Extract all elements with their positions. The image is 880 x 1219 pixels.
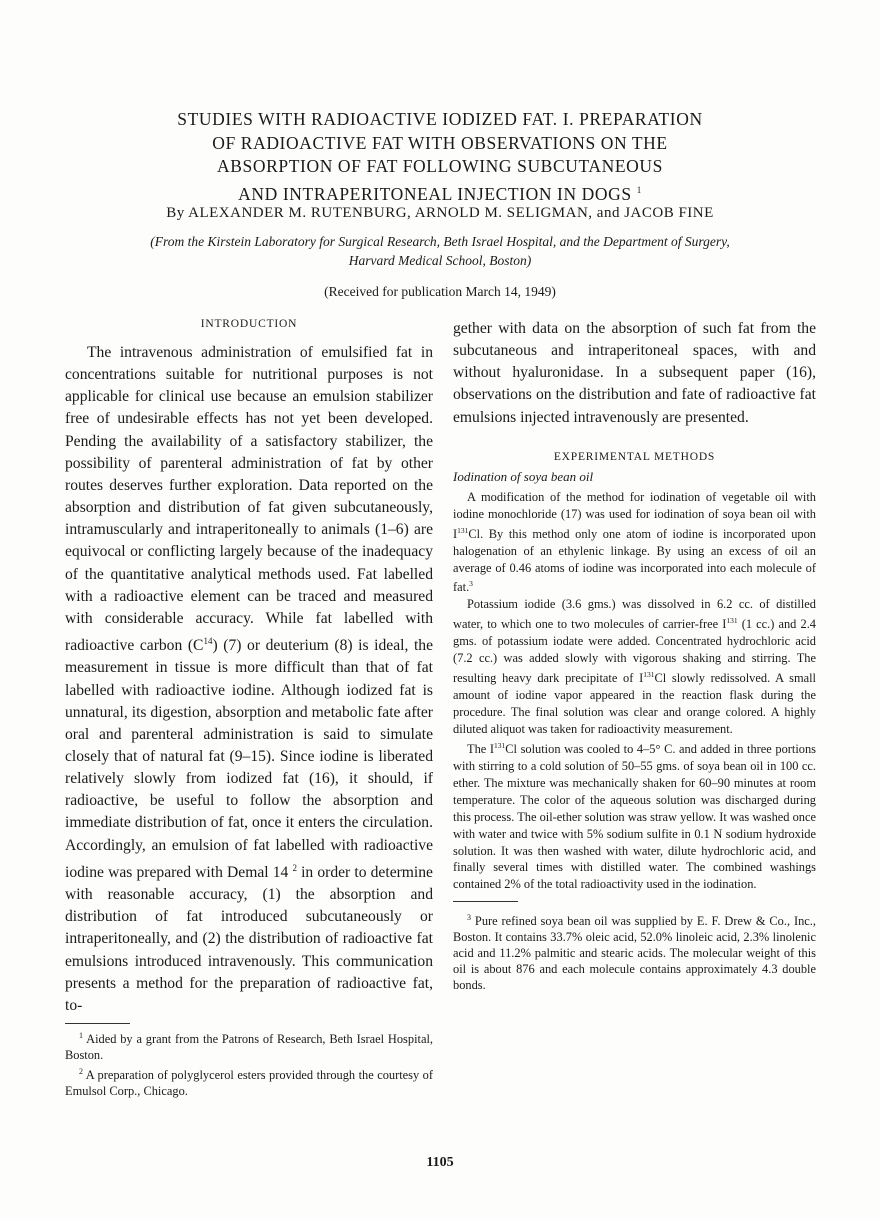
methods-p1-text-b: Cl. By this method only one atom of iodine is incorporated upon halogenation of an ethylenic linkage. By using an excess of oil an average of 0.46 atoms of iodine was incorporated into each molecule of fat.: [453, 526, 816, 595]
title-line-4: [120, 179, 760, 206]
title-line-2: OF RADIOACTIVE FAT WITH OBSERVATIONS ON THE: [212, 132, 668, 153]
intro-text-c: in order to determine with reasonable accuracy, (1) the absorption and distribution of fat introduced subcutaneously or intraperitoneally, and (2) the distribution of radioactive fat emulsions introduced intravenously. This communication presents a method for the preparation of radioactive fat, to-: [65, 863, 433, 1014]
intro-text-a: The intravenous administration of emulsified fat in concentrations suitable for nutritional purposes is not applicable for clinical use because an emulsion stabilizer free of undesirable effects has not yet been developed. Pending the availability of a satisfactory stabilizer, the possibility of parenteral administration of fat by other routes deserves further exploration. Data reported on the absorption and distribution of fat given subcutaneously, intramuscularly and intraperitoneally to animals (1–6) are equivocal or conflicting largely because of the inadequacy of the quantitative analytical methods used. Fat labelled with a radioactive element can be traced and measured with considerable accuracy. While fat labelled with radioactive carbon (C: [65, 344, 433, 655]
methods-heading: EXPERIMENTAL METHODS: [553, 450, 716, 463]
affiliation: (From the Kirstein Laboratory for Surgical Research, Beth Israel Hospital, and the Department of Surgery, Harvard Medical School, Boston): [150, 234, 730, 268]
footnote-3-mark: 3: [467, 913, 471, 923]
title-footnote-mark: 1: [636, 184, 642, 195]
right-column: [453, 318, 816, 993]
methods-p2-text-c: Cl slowly redissolved. A small amount of iodine vapor appeared in the reaction flask during the procedure. The final solution was clear and orange colored. A highly diluted aliquot was taken for radioactivity measurement.: [453, 671, 816, 737]
methods-paragraph-3: [453, 738, 816, 893]
methods-p1-text-a: A modification of the method for iodination of vegetable oil with iodine monochloride (17) was used for iodination of soya bean oil with I: [453, 489, 816, 541]
page-number: 1105: [426, 1155, 454, 1170]
introduction-heading: INTRODUCTION: [200, 318, 298, 330]
footnote-1-text: Aided by a grant from the Patrons of Research, Beth Israel Hospital, Boston.: [65, 1032, 433, 1062]
methods-p2-text-b: (1 cc.) and 2.4 gms. of potassium iodate were added. Concentrated hydrochloric acid (7.2 cc.) was added slowly with vigorous shaking and stirring. The resulting heavy dark precipitate of I: [453, 617, 816, 686]
methods-paragraph-1: [453, 489, 816, 597]
left-column: [65, 318, 433, 1100]
footnote-ref-3: 3: [469, 579, 473, 589]
footnote-3-text: Pure refined soya bean oil was supplied by E. F. Drew & Co., Inc., Boston. It contains 33.7% oleic acid, 52.0% linoleic acid, 2.3% linolenic acid and 11.2% palmitic and stearic acids. The molecular weight of this oil is about 876 and each molecule contains approximately 4.3 double bonds.: [453, 914, 816, 992]
footnote-ref-2: 2: [292, 862, 297, 873]
c14-superscript: 14: [203, 636, 213, 647]
footnote-1-mark: 1: [79, 1031, 83, 1041]
footnote-2: [65, 1064, 433, 1100]
i131-superscript: 131: [494, 740, 506, 750]
title-line-1: STUDIES WITH RADIOACTIVE IODIZED FAT. I. PREPARATION: [177, 109, 703, 129]
i131-superscript: 131: [726, 616, 738, 626]
footnote-3: [453, 910, 816, 993]
footnote-2-mark: 2: [79, 1066, 83, 1076]
methods-paragraph-2: [453, 596, 816, 738]
received-date: (Received for publication March 14, 1949): [324, 284, 556, 299]
methods-p3-text-b: Cl solution was cooled to 4–5° C. and added in three portions with stirring to a cold solution of 50–55 gms. of soya bean oil in 100 cc. ether. The mixture was mechanically shaken for 60–90 minutes at room temperature. The color of the aqueous solution was discharged during this process. The oil-ether solution was straw yellow. It was washed once with water and twice with 5% sodium sulfite in 0.1 N sodium hydroxide solution. It was then washed with water, dilute hydrochloric acid, and finally several times with distilled water. The combined washings contained 2% of the total radioactivity used in the iodination.: [453, 742, 816, 892]
title-line-4-text: AND INTRAPERITONEAL INJECTION IN DOGS: [238, 183, 632, 204]
methods-p2-text-a: Potassium iodide (3.6 gms.) was dissolved in 6.2 cc. of distilled water, to which one to two molecules of carrier-free I: [453, 597, 816, 632]
introduction-paragraph: [65, 342, 433, 1017]
footnote-1: [65, 1028, 433, 1064]
i131-superscript: 131: [457, 525, 469, 535]
methods-subheading: Iodination of soya bean oil: [453, 468, 594, 484]
intro-text-b: ) (7) or deuterium (8) is ideal, the measurement in tissue is more difficult than that of fat labelled with radioactive iodine. Although iodized fat is unnatural, its digestion, absorption and metabolic fate after oral and parenteral administration is said to simulate closely that of natural fat (9–15). Since iodine is liberated relatively slowly from iodized fat (16), it should, if radioactive, be useful to follow the absorption and immediate distribution of fat, once it enters the circulation. Accordingly, an emulsion of fat labelled with radioactive iodine was prepared with Demal 14: [65, 637, 433, 881]
title-line-3: ABSORPTION OF FAT FOLLOWING SUBCUTANEOUS: [217, 156, 663, 176]
article-title: [120, 108, 760, 206]
methods-p3-text-a: The I: [467, 742, 495, 757]
author-line: By ALEXANDER M. RUTENBURG, ARNOLD M. SELIGMAN, and JACOB FINE: [166, 205, 714, 221]
footnote-2-text: A preparation of polyglycerol esters provided through the courtesy of Emulsol Corp., Chicago.: [65, 1067, 433, 1098]
i131-superscript: 131: [643, 670, 655, 680]
introduction-continuation: gether with data on the absorption of such fat from the subcutaneous and intraperitoneal spaces, with and without hyaluronidase. In a subsequent paper (16), observations on the distribution and fate of radioactive fat emulsions injected intravenously are presented.: [453, 320, 816, 426]
